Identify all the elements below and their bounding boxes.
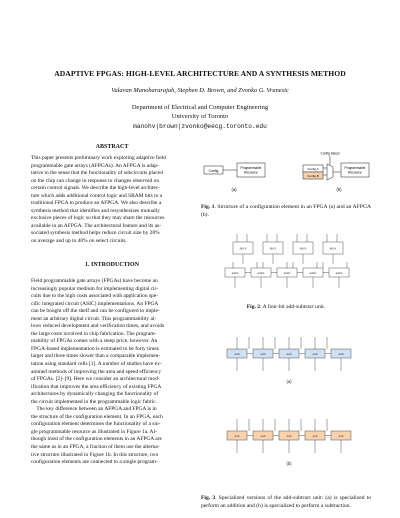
figure-1-caption	[201, 204, 371, 219]
fig3-add-label: add	[234, 352, 240, 356]
abstract-line: synthesis method that identifies and resynthesizes mutually	[31, 207, 160, 214]
fig3-sub-a: (a)	[286, 379, 292, 384]
figure-3-caption-label: Fig. 3	[201, 495, 216, 501]
introduction-line: cific integrated circuit (ASIC) implementations. An FPGA	[31, 300, 159, 307]
fig2-adder-label: add/s	[335, 271, 343, 275]
introduction-line: gle programmable resource as illustrated in Figure 1a. Al-	[31, 428, 157, 435]
introduction-heading: 1. INTRODUCTION	[84, 262, 139, 268]
affiliation-department: Department of Electrical and Computer Engineering	[131, 104, 269, 111]
abstract-line: available in an AFPGA. The architectural feature and its as-	[31, 222, 162, 229]
introduction-line: configuration elements are connected to a single program-	[31, 459, 158, 466]
fig1b-config-a-label: Config A	[307, 167, 319, 171]
fig3-sub-b: (b)	[286, 461, 292, 466]
fig3-add-label: add	[312, 352, 318, 356]
fig1b-select-label: Config Select	[320, 151, 340, 156]
fig2-adder-label: add/s	[257, 271, 265, 275]
figure-2	[223, 234, 371, 298]
fig2-adder-label: add/s	[283, 271, 291, 275]
introduction-line: tation using standard cells [1]. A number of studies have ex-	[31, 361, 162, 368]
introduction-line: Field programmable gate arrays (FPGAs) have become an	[31, 278, 158, 284]
figure-3-caption-text: . Specialized versions of the add-subtract unit: (a) is specialized to perform an addition and (b) is specialized to perform a subtraction.	[201, 495, 371, 509]
figure-3-caption	[201, 495, 371, 510]
author-email: manohv|brown|zvonko@eecg.toronto.edu	[133, 123, 267, 130]
abstract-line: certain control signals. We describe the high-level architec-	[31, 185, 161, 192]
introduction-line: the structure of the configuration element. In an FPGA, each	[31, 413, 163, 420]
introduction-line: The key difference between an AFPGA and FPGA is in	[31, 406, 157, 413]
abstract-line: on average and up to 40% on select circuits.	[31, 238, 127, 245]
introduction-line: ment an arbitrary digital circuit. This programmability al-	[31, 315, 157, 322]
abstract-line: sociated synthesis method helps reduce circuit size by 28%	[31, 230, 160, 237]
fig3-add-label: add	[338, 352, 344, 356]
fig2-mux-label: MUX	[269, 246, 277, 251]
fig3-sub-label: sub	[286, 434, 292, 438]
fig2-mux-label: MUX	[239, 246, 247, 251]
introduction-line: the same as in an FPGA, a fraction of them use the alterna-	[31, 444, 160, 451]
fig1a-resource-label-2: Resource	[244, 170, 258, 175]
paper-title: ADAPTIVE FPGAS: HIGH-LEVEL ARCHITECTURE AND A SYNTHESIS METHOD	[54, 69, 346, 78]
figure-2-caption-text: . A four-bit add-subtract unit.	[260, 304, 326, 310]
figure-3	[223, 333, 373, 511]
figure-2-caption	[201, 304, 371, 312]
fig3-add-label: add	[286, 352, 292, 356]
abstract-line: ture which adds additional control logic and SRAM bits to a	[31, 192, 163, 199]
fig1b-resource-label-1: Programmable	[344, 166, 366, 170]
fig2-mux-label: MUX	[299, 246, 307, 251]
abstract-body	[31, 155, 193, 246]
introduction-line: ification that improves the area efficiency of existing FPGA	[31, 383, 162, 390]
introduction-line: larger and three times slower than a comparable implemen-	[31, 353, 161, 360]
fig1b-mux	[327, 164, 333, 180]
fig1a-resource-label-1: Programmable	[240, 166, 262, 170]
fig3-sub-label: sub	[312, 434, 318, 438]
fig3-sub-label: sub	[234, 434, 240, 438]
abstract-line: This paper presents preliminary work exploring adaptive field	[31, 155, 166, 161]
fig2-adder-label: add/s	[309, 271, 317, 275]
introduction-line: tive structure illustrated in Figure 1b. In this structure, two	[31, 451, 159, 458]
affiliation-university: University of Toronto	[171, 113, 229, 120]
introduction-line: can be bought off the shelf and can be configured to imple-	[31, 308, 160, 315]
fig1a-config-label: Config	[208, 168, 219, 173]
affiliation	[0, 103, 400, 121]
fig3-sub-label: sub	[260, 434, 266, 438]
introduction-line: FPGA-based implementation is estimated to be forty times	[31, 345, 159, 352]
fig1b-config-b-label: Config B	[307, 174, 319, 178]
figure-1-caption-text: . Structure of a configuration element in an FPGA (a) and an AFPGA (b).	[201, 204, 371, 218]
introduction-line: configuration element determines the functionality of a sin-	[31, 421, 161, 428]
abstract-line: traditional FPGA to produce an AFPGA. We also describe a	[31, 200, 162, 207]
fig2-adder-label: add/s	[231, 271, 239, 275]
introduction-line: cuits due to the high costs associated with application spe-	[31, 293, 158, 300]
fig1-sub-a: (a)	[231, 187, 237, 192]
abstract-heading: ABSTRACT	[95, 144, 129, 150]
introduction-line: architectures by dynamically changing the functionality of	[31, 391, 159, 398]
abstract-line: on the chip can change in response to changes observed on	[31, 177, 160, 184]
figure-2-caption-label: Fig. 2	[246, 304, 261, 310]
abstract-line: tative in the sense that the functionality of subcircuits placed	[31, 170, 163, 177]
introduction-line: of FPGAs. [2]–[9]. Here we consider an architectural mod-	[31, 376, 160, 383]
fig1b-resource-label-2: Resource	[348, 170, 362, 175]
introduction-line: increasingly popular medium for implementing digital cir-	[31, 285, 159, 292]
introduction-line: though most of the configuration elements in an AFPGA are	[31, 436, 162, 443]
fig2-mux-label: MUX	[329, 246, 337, 251]
abstract-line: exclusive pieces of logic so that they may share the resources	[31, 215, 165, 222]
introduction-line: lows reduced development and verification times, and avoids	[31, 323, 165, 330]
introduction-line: the circuit implemented in the programmable logic fabric.	[31, 398, 157, 405]
fig3-sub-label: sub	[338, 434, 344, 438]
introduction-line: the large costs involved in chip fabrication. The program-	[31, 330, 157, 337]
figure-1-caption-label: Fig. 1	[201, 204, 215, 210]
figure-1	[201, 150, 381, 202]
fig1-sub-b: (b)	[336, 187, 342, 192]
fig3-add-label: add	[260, 352, 266, 356]
abstract-line: programmable gate arrays (AFPGAs). An AFPGA is adap-	[31, 162, 159, 169]
introduction-line: mability of FPGAs comes with a steep price, however. An	[31, 338, 158, 345]
introduction-line: amined methods of improving the area and speed efficiency	[31, 368, 162, 375]
introduction-body	[31, 278, 193, 467]
paper-authors: Valavan Manohararajah, Stephen D. Brown, and Zvonko G. Vranesic	[111, 87, 289, 94]
